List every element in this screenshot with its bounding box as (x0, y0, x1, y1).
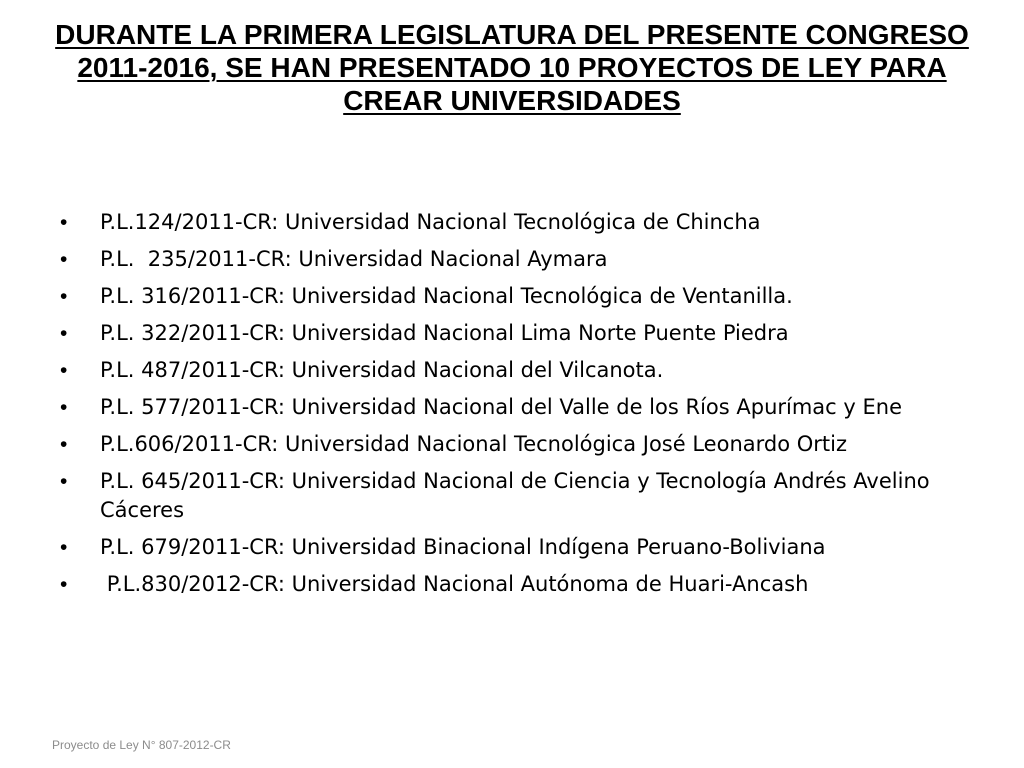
list-item (60, 570, 980, 599)
slide-title: DURANTE LA PRIMERA LEGISLATURA DEL PRESENTE CONGRESO 2011-2016, SE HAN PRESENTADO 10 PROYECTOS DE LEY PARA CREAR UNIVERSIDADES (55, 19, 969, 116)
list-item-text: P.L. 487/2011-CR: Universidad Nacional del Vilcanota. (100, 358, 664, 382)
bullet-icon: • (60, 285, 68, 308)
bullet-icon: • (60, 211, 68, 234)
list-item-text: P.L.830/2012-CR: Universidad Nacional Autónoma de Huari-Ancash (100, 572, 809, 596)
list-item (60, 430, 980, 459)
list-item (60, 245, 980, 274)
list-item (60, 282, 980, 311)
list-item (60, 356, 980, 385)
bullet-icon: • (60, 248, 68, 271)
list-item (60, 319, 980, 348)
list-item-text: P.L. 679/2011-CR: Universidad Binacional Indígena Peruano-Boliviana (100, 535, 826, 559)
bullet-icon: • (60, 359, 68, 382)
list-item (60, 533, 980, 562)
list-item-text: P.L.606/2011-CR: Universidad Nacional Tecnológica José Leonardo Ortiz (100, 432, 847, 456)
bullet-icon: • (60, 322, 68, 345)
project-list (60, 208, 980, 607)
bullet-icon: • (60, 536, 68, 559)
bullet-icon: • (60, 396, 68, 419)
bullet-icon: • (60, 573, 68, 596)
list-item (60, 393, 980, 422)
list-item (60, 208, 980, 237)
list-item-text: P.L. 235/2011-CR: Universidad Nacional Aymara (100, 247, 608, 271)
list-item-text: P.L. 577/2011-CR: Universidad Nacional del Valle de los Ríos Apurímac y Ene (100, 395, 902, 419)
bullet-icon: • (60, 470, 68, 493)
list-item-text: P.L. 322/2011-CR: Universidad Nacional Lima Norte Puente Piedra (100, 321, 789, 345)
slide-footer: Proyecto de Ley N° 807-2012-CR (52, 738, 231, 752)
list-item-text: P.L. 316/2011-CR: Universidad Nacional Tecnológica de Ventanilla. (100, 284, 793, 308)
list-item (60, 467, 980, 525)
list-item-text: P.L.124/2011-CR: Universidad Nacional Tecnológica de Chincha (100, 210, 761, 234)
list-item-text: P.L. 645/2011-CR: Universidad Nacional de Ciencia y Tecnología Andrés Avelino Cáceres (100, 469, 937, 522)
bullet-icon: • (60, 433, 68, 456)
